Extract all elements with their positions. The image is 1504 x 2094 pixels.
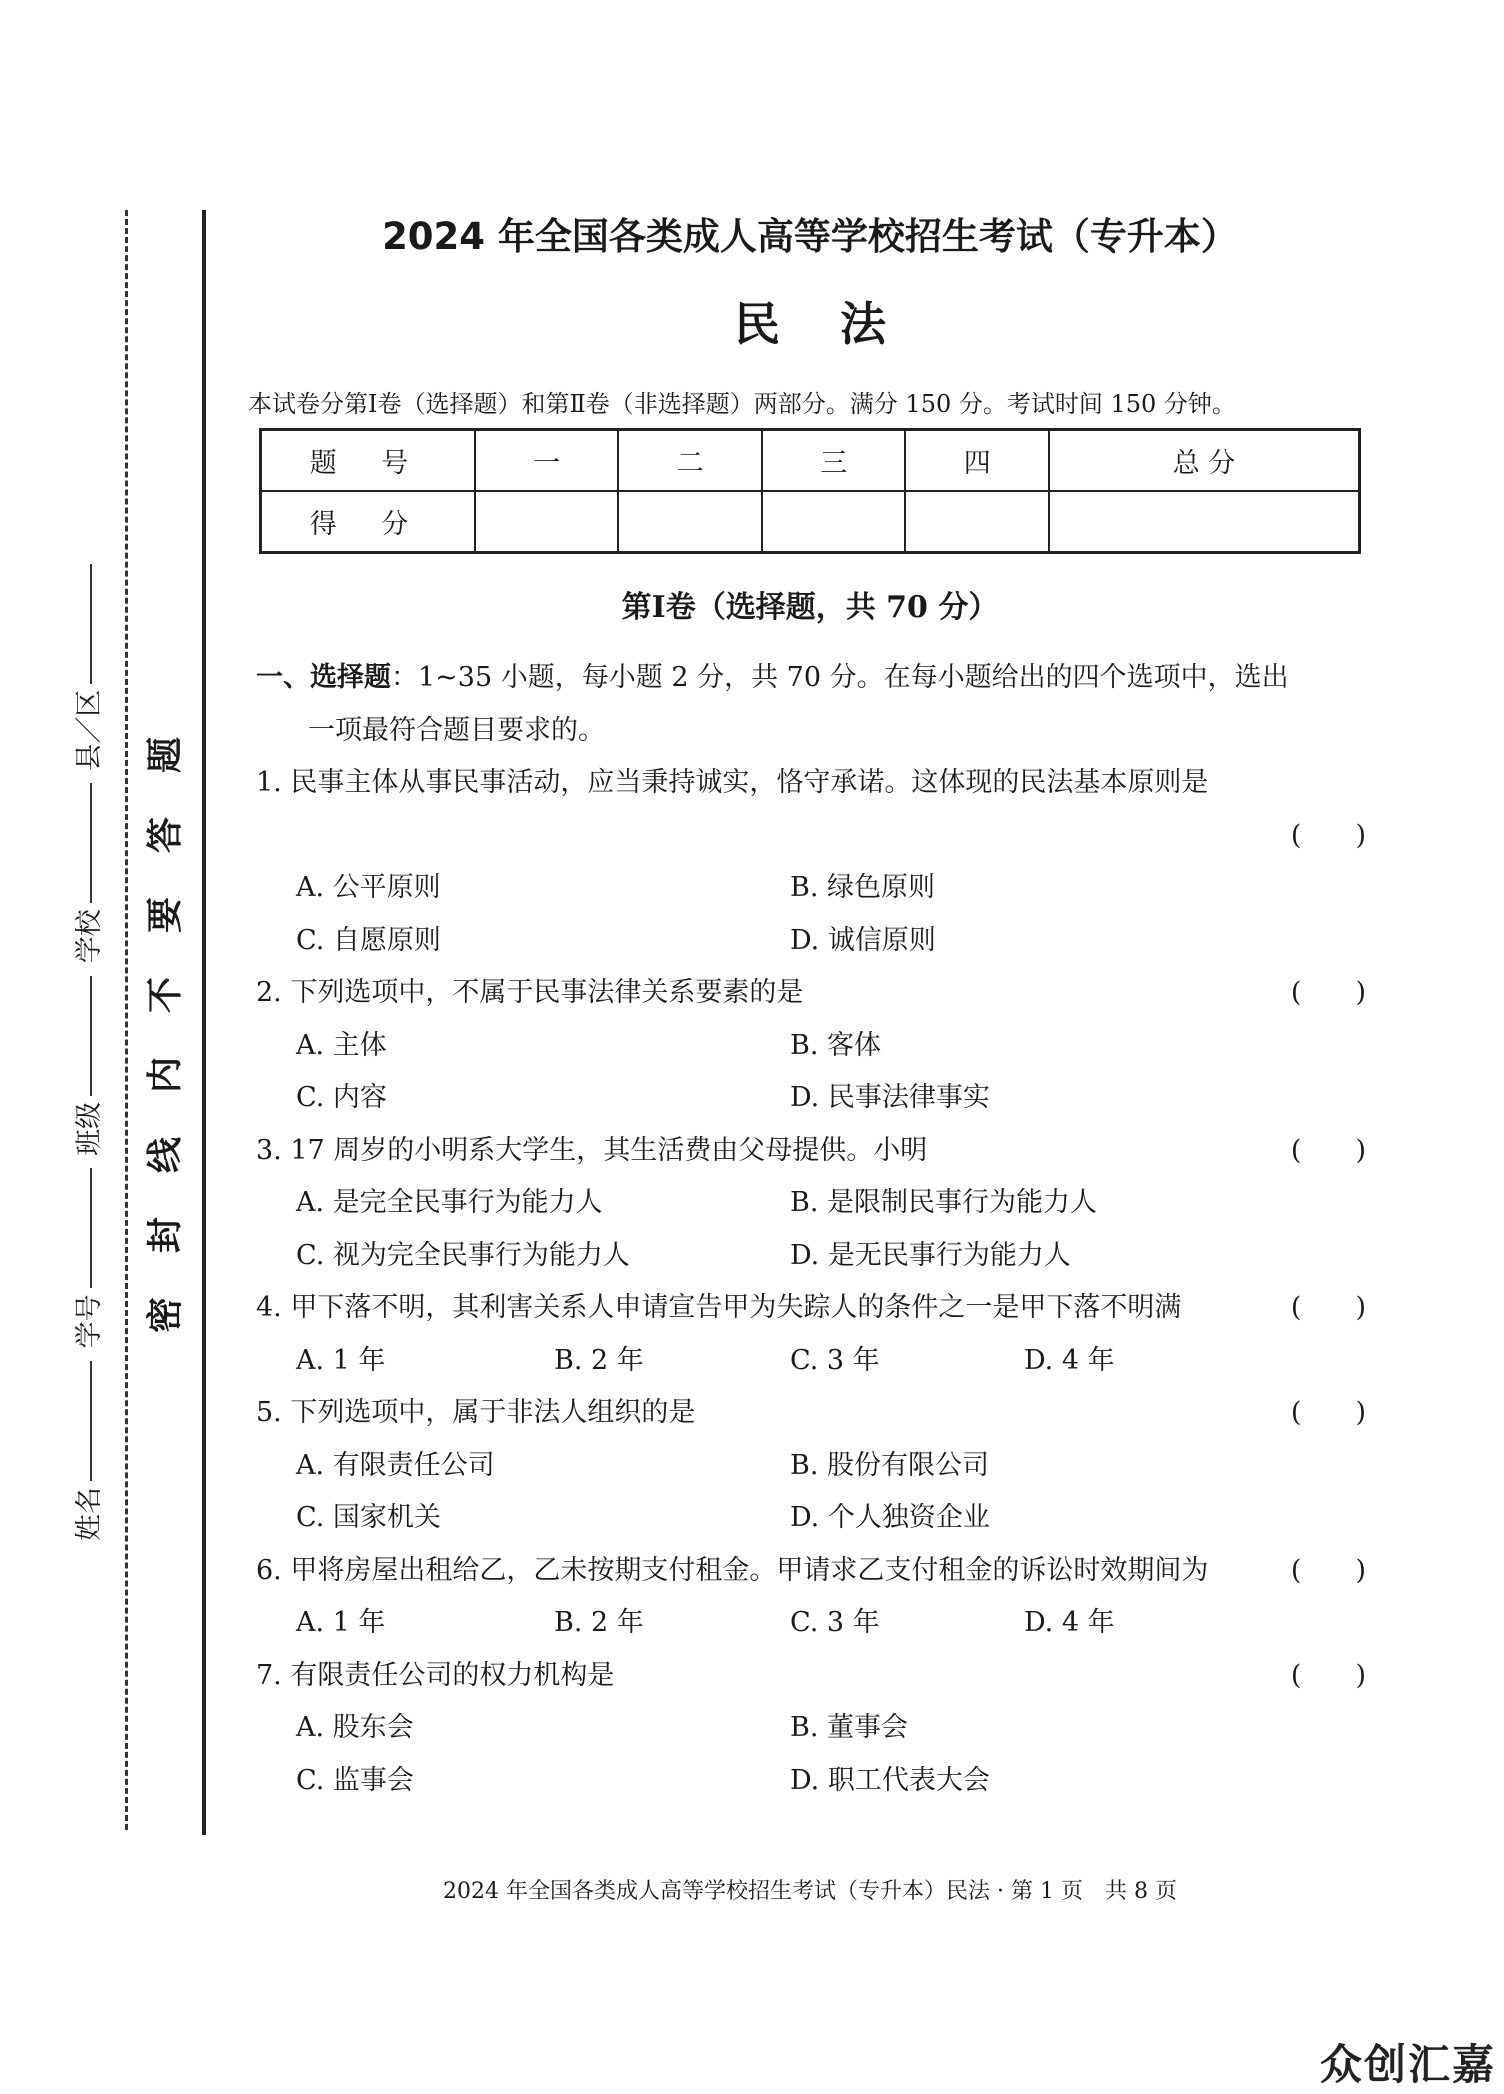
question-options-row — [256, 1440, 1366, 1493]
question-options-row — [256, 1755, 1366, 1808]
question-options-row — [256, 1072, 1366, 1125]
score-header-cell: 题 号 — [261, 430, 476, 492]
question-options-row — [256, 1492, 1366, 1545]
seal-solid-line — [202, 210, 206, 1835]
subject-title: 民法 — [734, 297, 946, 351]
option[interactable]: C. 3 年 — [790, 1344, 880, 1376]
seal-info-fields — [67, 689, 107, 1541]
score-header-cell: 二 — [618, 430, 761, 492]
option[interactable]: B. 2 年 — [554, 1344, 644, 1376]
answer-parentheses[interactable]: ( ) — [1290, 977, 1366, 1008]
score-cell[interactable] — [762, 491, 905, 553]
answer-parentheses[interactable]: ( ) — [1290, 1659, 1366, 1691]
seal-dashed-line — [125, 210, 128, 1830]
option[interactable]: A. 公平原则 — [296, 872, 441, 903]
question-stem: 5. 下列选项中，属于非法人组织的是 — [256, 1397, 696, 1428]
score-cell[interactable] — [1049, 491, 1360, 553]
answer-parentheses[interactable]: ( ) — [1290, 1397, 1366, 1428]
watermark-logo: 众创汇嘉 — [1319, 2040, 1496, 2089]
option[interactable]: C. 3 年 — [790, 1607, 880, 1638]
question-options-row — [256, 1230, 1366, 1283]
field-school[interactable]: 学校 — [74, 779, 105, 963]
field-class[interactable]: 班级 — [74, 972, 105, 1156]
score-header-cell: 三 — [762, 430, 905, 492]
option[interactable]: A. 主体 — [296, 1029, 387, 1061]
exam-intro: 本试卷分第Ⅰ卷（选择题）和第Ⅱ卷（非选择题）两部分。满分 150 分。考试时间 150 分钟。 — [248, 390, 1236, 418]
question-stem: 3. 17 周岁的小明系大学生，其生活费由父母提供。小明 — [256, 1134, 928, 1166]
question-stem-row — [256, 1545, 1366, 1598]
option[interactable]: C. 监事会 — [296, 1764, 414, 1796]
option[interactable]: B. 客体 — [790, 1029, 882, 1061]
question-options-row — [256, 1020, 1366, 1073]
question-answer-line — [256, 810, 1366, 863]
option[interactable]: D. 诚信原则 — [790, 924, 936, 956]
question-stem-row — [256, 1387, 1366, 1440]
score-table-header-row — [261, 430, 1360, 492]
option[interactable]: D. 是无民事行为能力人 — [790, 1239, 1071, 1271]
question-stem: 2. 下列选项中，不属于民事法律关系要素的是 — [256, 977, 804, 1008]
page-footer: 2024 年全国各类成人高等学校招生考试（专升本）民法 · 第 1 页 共 8 页 — [443, 1879, 1177, 1904]
answer-parentheses[interactable]: ( ) — [1290, 1292, 1366, 1323]
answer-parentheses[interactable]: ( ) — [1290, 1554, 1366, 1586]
option[interactable]: A. 有限责任公司 — [296, 1449, 495, 1481]
score-cell[interactable] — [475, 491, 618, 553]
field-district[interactable]: 县／区 — [74, 560, 105, 771]
question-stem-row — [256, 1125, 1366, 1178]
option[interactable]: B. 是限制民事行为能力人 — [790, 1187, 1098, 1218]
option[interactable]: A. 是完全民事行为能力人 — [296, 1187, 603, 1218]
question-stem-row — [256, 967, 1366, 1020]
score-row-label: 得 分 — [261, 491, 476, 553]
exam-title: 2024 年全国各类成人高等学校招生考试（专升本） — [382, 215, 1238, 258]
score-table — [259, 428, 1361, 554]
option[interactable]: B. 股份有限公司 — [790, 1449, 990, 1481]
score-header-cell: 四 — [905, 430, 1048, 492]
score-cell[interactable] — [905, 491, 1048, 553]
question-options-row — [256, 915, 1366, 968]
question-options-row — [256, 862, 1366, 915]
question-options-row — [256, 1335, 1366, 1388]
question-stem-row — [256, 1282, 1366, 1335]
question-options-row — [256, 1177, 1366, 1230]
option[interactable]: A. 1 年 — [296, 1607, 386, 1638]
option[interactable]: D. 民事法律事实 — [790, 1082, 990, 1113]
option[interactable]: D. 个人独资企业 — [790, 1502, 990, 1533]
score-table-score-row — [261, 491, 1360, 553]
option[interactable]: B. 董事会 — [790, 1712, 909, 1743]
option[interactable]: C. 内容 — [296, 1082, 387, 1113]
answer-parentheses[interactable]: ( ) — [1290, 1134, 1366, 1166]
question-stem: 7. 有限责任公司的权力机构是 — [256, 1659, 615, 1691]
option[interactable]: D. 职工代表大会 — [790, 1764, 990, 1796]
instructions-continued: 一项最符合题目要求的。 — [308, 714, 605, 746]
question-stem: 6. 甲将房屋出租给乙，乙未按期支付租金。甲请求乙支付租金的诉讼时效期间为 — [256, 1554, 1209, 1586]
questions-body — [256, 652, 1366, 1807]
question-options-row — [256, 1702, 1366, 1755]
field-name[interactable]: 姓名 — [74, 1357, 105, 1541]
instructions-label: 一、选择题 — [256, 662, 391, 693]
option[interactable]: A. 1 年 — [296, 1344, 386, 1376]
answer-parentheses[interactable]: ( ) — [1290, 819, 1366, 851]
seal-warning: 密封线内不要答题 — [145, 692, 186, 1333]
instructions-text: ：1~35 小题，每小题 2 分，共 70 分。在每小题给出的四个选项中，选出 — [391, 662, 1289, 693]
option[interactable]: A. 股东会 — [296, 1712, 414, 1743]
option[interactable]: C. 自愿原则 — [296, 924, 441, 956]
option[interactable]: B. 2 年 — [554, 1607, 644, 1638]
question-stem-row — [256, 1650, 1366, 1703]
field-student-id[interactable]: 学号 — [74, 1164, 105, 1348]
option[interactable]: D. 4 年 — [1024, 1344, 1115, 1376]
option[interactable]: D. 4 年 — [1024, 1607, 1115, 1638]
option[interactable]: C. 视为完全民事行为能力人 — [296, 1239, 630, 1271]
score-header-cell: 一 — [475, 430, 618, 492]
question-options-row — [256, 1597, 1366, 1650]
question-stem: 1. 民事主体从事民事活动，应当秉持诚实，恪守承诺。这体现的民法基本原则是 — [256, 767, 1209, 798]
instructions — [256, 652, 1366, 705]
option[interactable]: B. 绿色原则 — [790, 872, 936, 903]
question-stem: 4. 甲下落不明，其利害关系人申请宣告甲为失踪人的条件之一是甲下落不明满 — [256, 1292, 1182, 1323]
section-title: 第Ⅰ卷（选择题，共 70 分） — [621, 590, 999, 625]
option[interactable]: C. 国家机关 — [296, 1502, 441, 1533]
score-header-cell: 总 分 — [1049, 430, 1360, 492]
score-cell[interactable] — [618, 491, 761, 553]
